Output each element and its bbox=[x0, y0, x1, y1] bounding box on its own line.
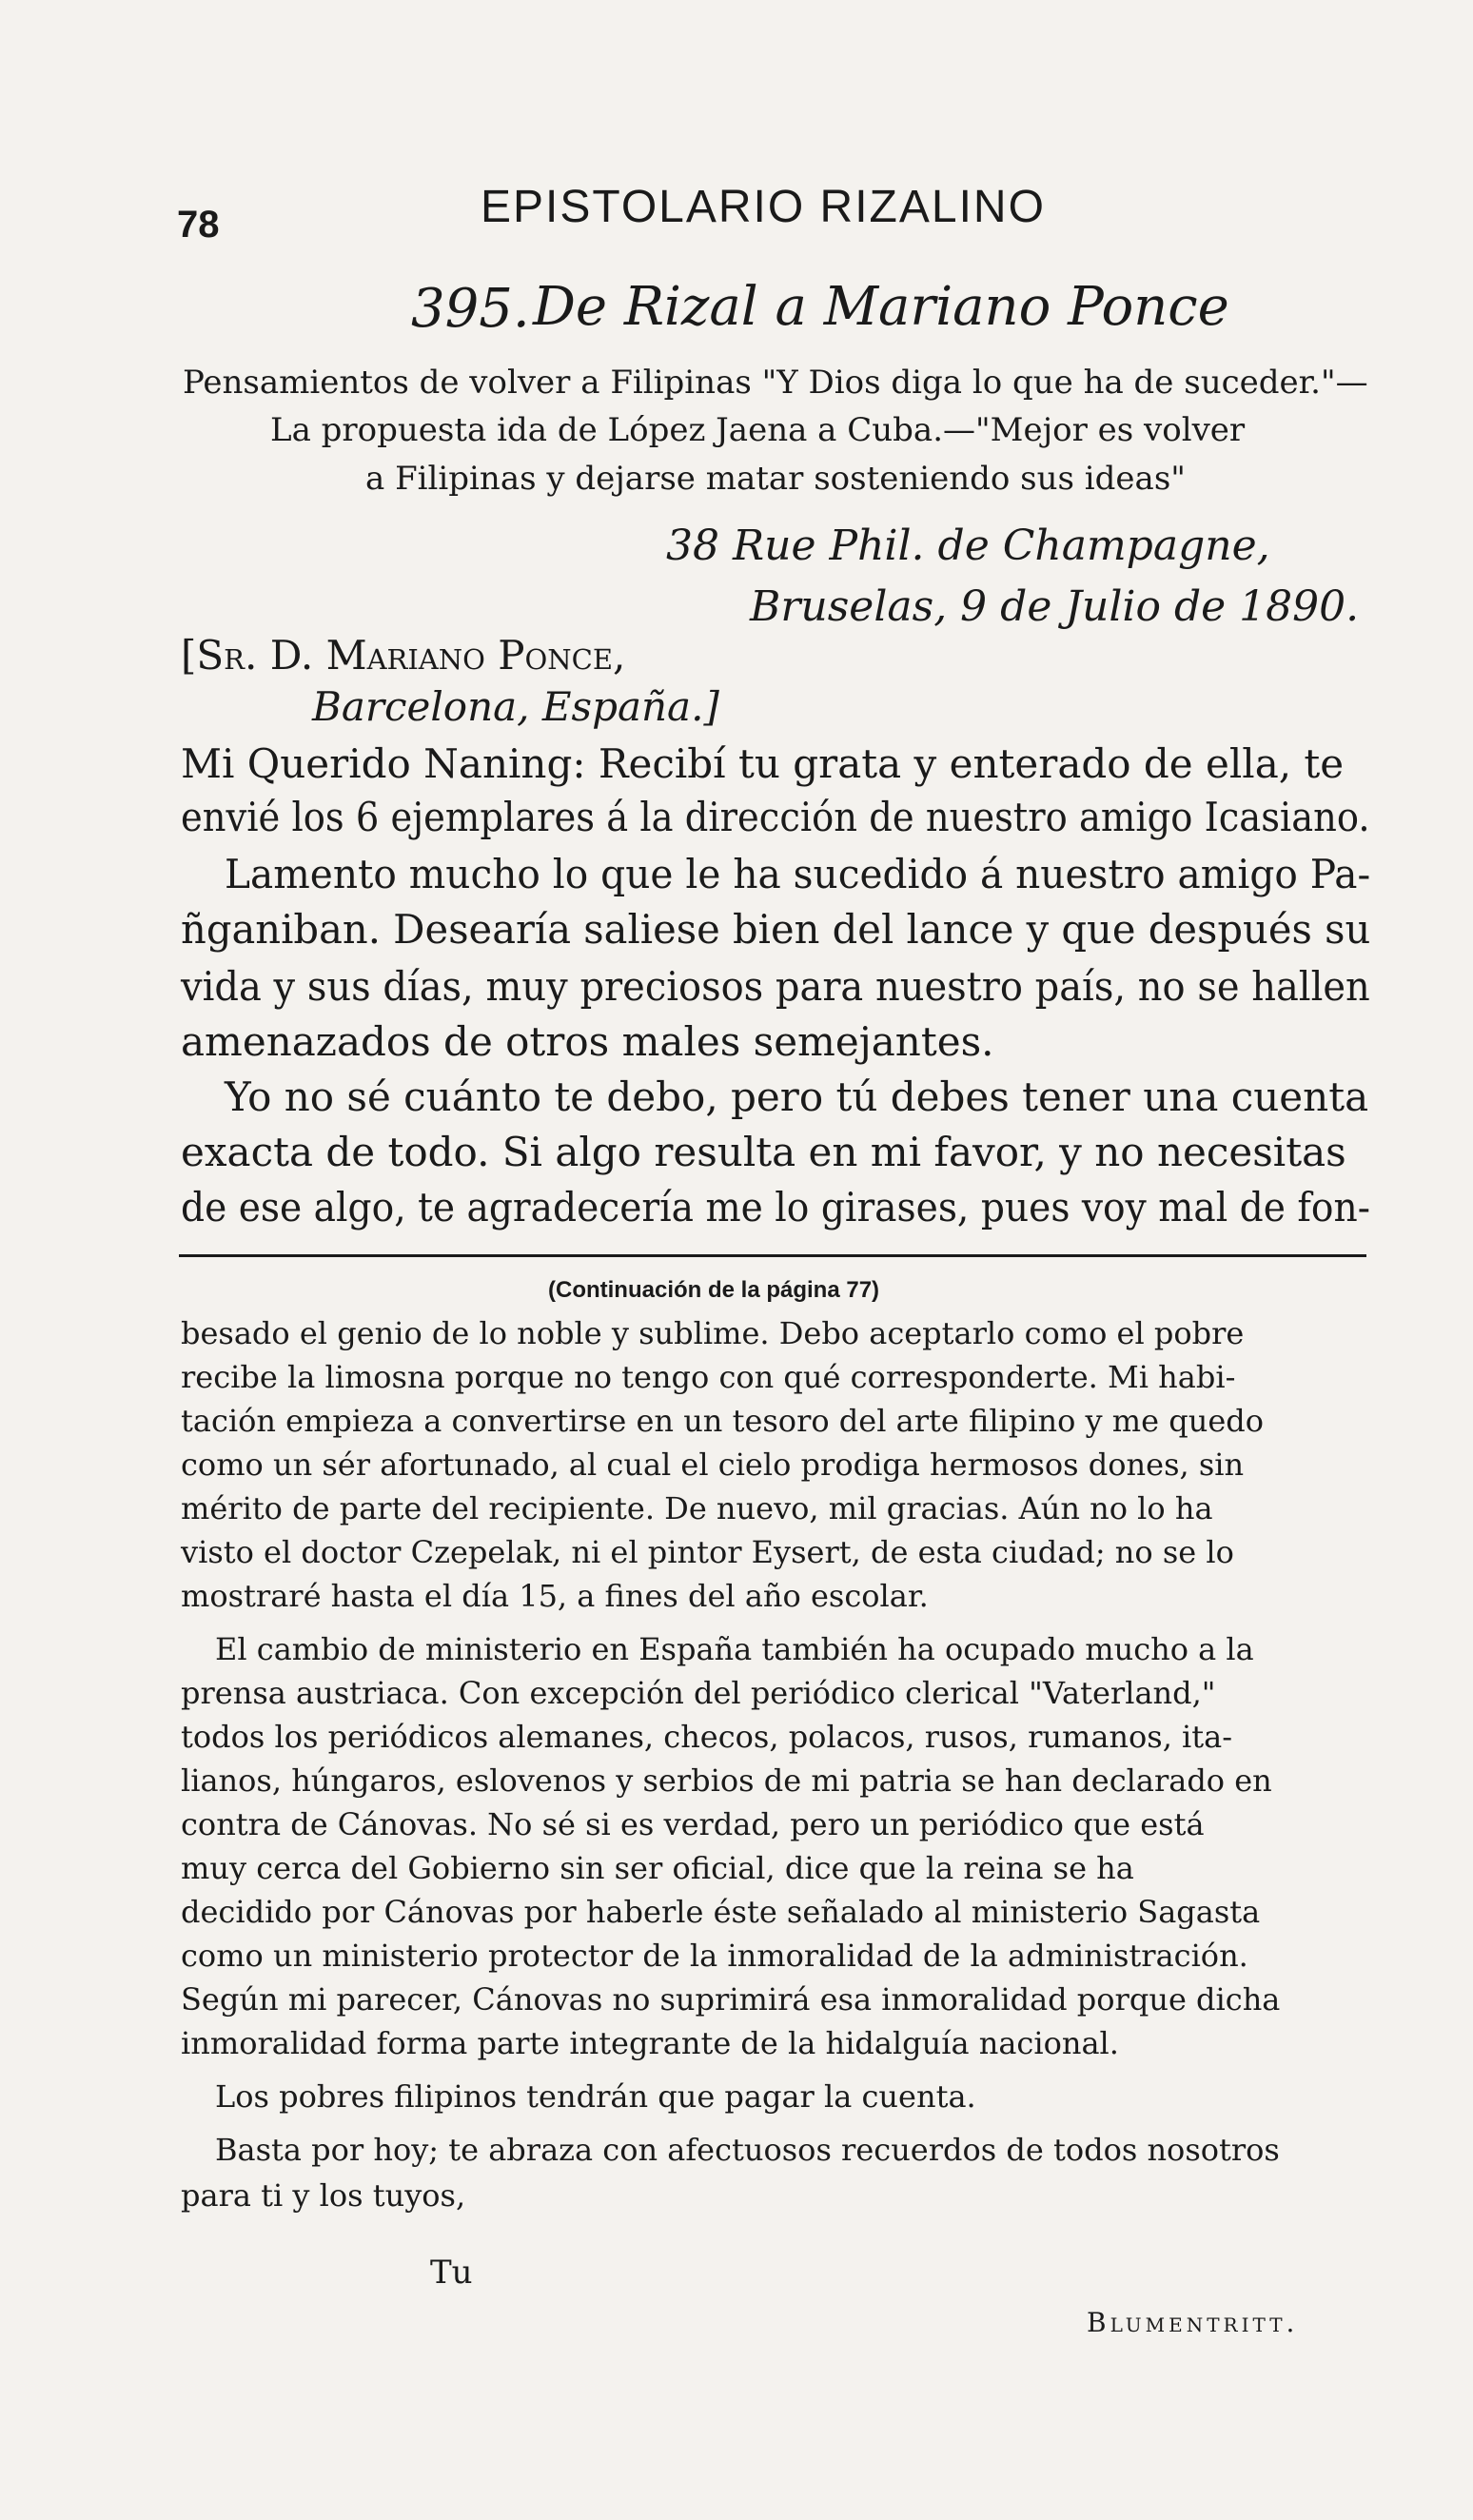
body-line: exacta de todo. Si algo resulta en mi favor, y no necesitas bbox=[181, 1129, 1346, 1175]
body-line: vida y sus días, muy preciosos para nuestro país, no se hallen bbox=[181, 963, 1370, 1010]
body-line: de ese algo, te agradecería me lo girases, pues voy mal de fon- bbox=[181, 1184, 1370, 1230]
continuation-line: recibe la limosna porque no tengo con qué corresponderte. Mi habi- bbox=[181, 1359, 1236, 1395]
footnote-divider bbox=[179, 1254, 1366, 1257]
continuation-line: visto el doctor Czepelak, ni el pintor Eysert, de esta ciudad; no se lo bbox=[181, 1534, 1234, 1570]
summary-line: Pensamientos de volver a Filipinas "Y Dios diga lo que ha de suceder."— bbox=[183, 364, 1368, 402]
body-line: Mi Querido Naning: Recibí tu grata y enterado de ella, te bbox=[181, 740, 1345, 787]
continuation-line: tación empieza a convertirse en un tesoro del arte filipino y me quedo bbox=[181, 1403, 1265, 1439]
continuation-line: para ti y los tuyos, bbox=[181, 2177, 466, 2214]
recipient-location: Barcelona, España.] bbox=[312, 683, 719, 730]
continuation-line: contra de Cánovas. No sé si es verdad, pero un periódico que está bbox=[181, 1806, 1205, 1842]
continuation-line: mérito de parte del recipiente. De nuevo, mil gracias. Aún no lo ha bbox=[181, 1490, 1213, 1526]
continuation-line: prensa austriaca. Con excepción del periódico clerical "Vaterland," bbox=[181, 1675, 1216, 1711]
closing-word: Tu bbox=[430, 2254, 473, 2292]
continuation-line: como un ministerio protector de la inmoralidad de la administración. bbox=[181, 1938, 1248, 1974]
running-title: EPISTOLARIO RIZALINO bbox=[481, 182, 1046, 232]
sender-address: 38 Rue Phil. de Champagne, bbox=[666, 522, 1270, 570]
continuation-line: como un sér afortunado, al cual el cielo prodiga hermosos dones, sin bbox=[181, 1447, 1245, 1483]
body-line: ñganiban. Desearía saliese bien del lance y que después su bbox=[181, 906, 1371, 953]
continuation-line: Los pobres filipinos tendrán que pagar la cuenta. bbox=[215, 2078, 976, 2115]
continuation-line: decidido por Cánovas por haberle éste señalado al ministerio Sagasta bbox=[181, 1894, 1261, 1930]
continuation-line: todos los periódicos alemanes, checos, polacos, rusos, rumanos, ita- bbox=[181, 1719, 1233, 1755]
continuation-line: lianos, húngaros, eslovenos y serbios de mi patria se han declarado en bbox=[181, 1762, 1272, 1799]
continuation-note: (Continuación de la página 77) bbox=[548, 1277, 880, 1303]
continuation-line: besado el genio de lo noble y sublime. Debo aceptarlo como el pobre bbox=[181, 1315, 1245, 1351]
summary-line: La propuesta ida de López Jaena a Cuba.—"Mejor es volver bbox=[270, 411, 1246, 449]
continuation-line: Según mi parecer, Cánovas no suprimirá esa inmoralidad porque dicha bbox=[181, 1981, 1281, 2018]
continuation-line: Basta por hoy; te abraza con afectuosos recuerdos de todos nosotros bbox=[215, 2132, 1280, 2168]
continuation-line: mostraré hasta el día 15, a fines del año escolar. bbox=[181, 1578, 929, 1614]
continuation-line: inmoralidad forma parte integrante de la hidalguía nacional. bbox=[181, 2025, 1119, 2061]
body-line: amenazados de otros males semejantes. bbox=[181, 1018, 994, 1065]
continuation-line: muy cerca del Gobierno sin ser oficial, dice que la reina se ha bbox=[181, 1850, 1134, 1886]
page-number: 78 bbox=[177, 204, 220, 246]
signature: Blumentritt. bbox=[1087, 2307, 1299, 2338]
recipient-name: [Sr. D. Mariano Ponce, bbox=[181, 632, 626, 679]
body-line: Lamento mucho lo que le ha sucedido á nuestro amigo Pa- bbox=[225, 851, 1371, 897]
letter-date: Bruselas, 9 de Julio de 1890. bbox=[750, 582, 1360, 631]
letter-title: De Rizal a Mariano Ponce bbox=[533, 276, 1229, 338]
summary-line: a Filipinas y dejarse matar sosteniendo sus ideas" bbox=[365, 460, 1186, 498]
continuation-line: El cambio de ministerio en España también ha ocupado mucho a la bbox=[215, 1631, 1254, 1667]
body-line: envié los 6 ejemplares á la dirección de nuestro amigo Icasiano. bbox=[181, 794, 1370, 840]
body-line: Yo no sé cuánto te debo, pero tú debes tener una cuenta bbox=[225, 1073, 1369, 1120]
letter-number: 395. bbox=[411, 278, 530, 340]
